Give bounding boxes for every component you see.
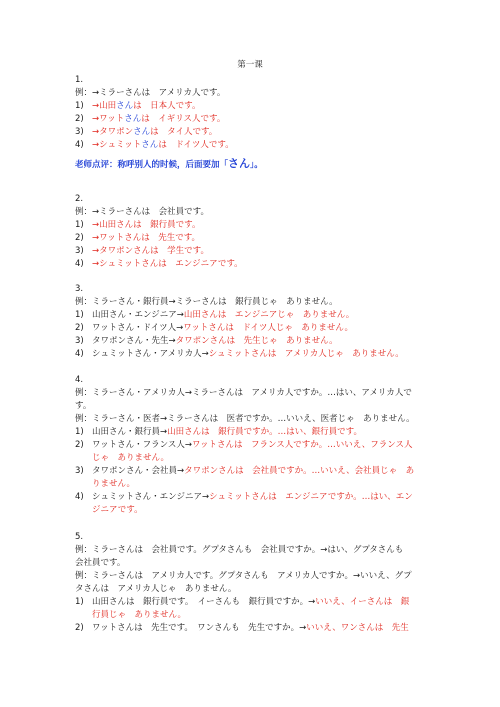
- section-3-item-1: [75, 310, 354, 321]
- item-number: 1): [75, 597, 84, 607]
- answer: ワットさんは フランス人ですか。…いいえ、フランス人: [191, 440, 413, 450]
- section-4-item-3-cont: [75, 479, 135, 490]
- item-number: 1): [75, 310, 84, 320]
- item-number: 3): [75, 127, 84, 137]
- note-highlight: さん: [228, 157, 251, 170]
- section-4-item-2-cont: [75, 453, 169, 464]
- item-number: 2): [75, 323, 84, 333]
- answer: いいえ、ワンさんは 先生: [306, 623, 409, 633]
- prompt: ワットさんは 先生です。 ワンさんも 先生ですか。→: [92, 623, 307, 633]
- section-3-item-3: [75, 336, 338, 347]
- name: 山田: [99, 101, 117, 111]
- item-number: 3): [75, 466, 84, 476]
- section-5-example-1: 例：ミラーさんは 会社員です。グプタさんも 会社員ですか。→はい、グプタさんも: [75, 545, 404, 555]
- answer-cont: 行員じゃ ありません。: [92, 610, 187, 620]
- arrow: →: [92, 140, 100, 150]
- item-number: 3): [75, 246, 84, 256]
- section-5-item-2: [75, 623, 409, 634]
- lesson-title: 第一课: [237, 60, 263, 70]
- section-2-item-2: [75, 233, 200, 244]
- prompt: 山田さん・エンジニア→: [92, 310, 184, 320]
- answer: →シュミットさんは エンジニアです。: [92, 259, 243, 269]
- sentence-rest: は 日本人です。: [133, 101, 201, 111]
- item-number: 1): [75, 220, 84, 230]
- answer: 山田さんは 銀行員ですか。…はい、銀行員です。: [167, 427, 362, 437]
- item-number: 2): [75, 623, 84, 633]
- answer-cont: ジニアです。: [92, 505, 143, 515]
- section-3-item-2: [75, 323, 353, 334]
- name: ワット: [99, 114, 125, 124]
- section-4-item-2: [75, 440, 413, 451]
- section-4-item-1: [75, 427, 362, 438]
- san-honorific: さん: [133, 127, 151, 137]
- arrow: →: [92, 114, 100, 124]
- section-5-example-1-cont: 会社員です。: [75, 558, 126, 568]
- item-number: 4): [75, 140, 84, 150]
- answer: →ワットさんは 先生です。: [92, 233, 201, 243]
- sentence-rest: は タイ人です。: [150, 127, 218, 137]
- san-honorific: さん: [141, 140, 159, 150]
- prompt: 山田さんは 銀行員です。 イーさんも 銀行員ですか。→: [92, 597, 316, 607]
- prompt: ワットさん・フランス人→: [92, 440, 192, 450]
- answer: いいえ、イーさんは 銀: [315, 597, 410, 607]
- arrow: →: [92, 101, 100, 111]
- answer: シュミットさんは エンジニアですか。…はい、エン: [209, 492, 413, 502]
- note-suffix: 」。: [250, 160, 263, 170]
- section-2-number: 2.: [75, 194, 84, 204]
- section-5-example-2-cont: タさんは アメリカ人じゃ ありません。: [75, 584, 237, 594]
- section-1-example: 例：→ミラーさんは アメリカ人です。: [75, 88, 226, 98]
- note-text: 老师点评：称呼别人的时候，后面要加「: [75, 160, 229, 170]
- item-number: 2): [75, 233, 84, 243]
- answer: →タワポンさんは 学生です。: [92, 246, 209, 256]
- item-number: 1): [75, 427, 84, 437]
- prompt: シュミットさん・エンジニア→: [92, 492, 210, 502]
- san-honorific: さん: [124, 114, 142, 124]
- section-4-item-4-cont: [75, 505, 143, 516]
- section-2-item-4: [75, 259, 243, 270]
- section-5-example-2: 例：ミラーさんは アメリカ人です。グプタさんも アメリカ人ですか。→いいえ、グプ: [75, 571, 412, 581]
- san-honorific: さん: [116, 101, 134, 111]
- section-4-number: 4.: [75, 375, 84, 385]
- item-number: 4): [75, 349, 84, 359]
- sentence-rest: は イギリス人です。: [141, 114, 226, 124]
- prompt: 山田さん・銀行員→: [92, 427, 168, 437]
- item-number: 1): [75, 101, 84, 111]
- answer-cont: じゃ ありません。: [92, 453, 170, 463]
- answer: シュミットさんは アメリカ人じゃ ありません。: [208, 349, 404, 359]
- prompt: タワポンさん・先生→: [92, 336, 176, 346]
- prompt: ワットさん・ドイツ人→: [92, 323, 184, 333]
- section-1-item-2: [75, 114, 225, 125]
- prompt: シュミットさん・アメリカ人→: [92, 349, 209, 359]
- section-2-example: 例：→ミラーさんは 会社員です。: [75, 207, 209, 217]
- section-1-number: 1.: [75, 75, 84, 85]
- name: タワポン: [99, 127, 134, 137]
- section-4-example-2: 例：ミラーさん・医者→ミラーさんは 医者ですか。…いいえ、医者じゃ ありません。: [75, 414, 415, 424]
- section-5-item-1: [75, 597, 409, 608]
- section-2-item-3: [75, 246, 209, 257]
- answer: タワポンさんは 会社員ですか。…いいえ、会社員じゃ あ: [184, 466, 415, 476]
- section-3-item-4: [75, 349, 404, 360]
- section-3-example: 例：ミラーさん・銀行員→ミラーさんは 銀行員じゃ ありません。: [75, 297, 338, 307]
- teacher-note: [75, 158, 263, 171]
- answer: 山田さんは エンジニアじゃ ありません。: [183, 310, 355, 320]
- sentence-rest: は ドイツ人です。: [158, 140, 234, 150]
- item-number: 2): [75, 440, 84, 450]
- section-5-item-1-cont: [75, 610, 186, 621]
- answer: ワットさんは ドイツ人じゃ ありません。: [183, 323, 353, 333]
- section-4-example-1: 例：ミラーさん・アメリカ人→ミラーさんは アメリカ人ですか。…はい、アメリカ人で: [75, 388, 412, 398]
- prompt: タワポンさん・会社員→: [92, 466, 185, 476]
- section-4-example-1-cont: す。: [75, 401, 92, 411]
- answer: タワポンさんは 先生じゃ ありません。: [175, 336, 338, 346]
- section-5-number: 5.: [75, 532, 84, 542]
- item-number: 4): [75, 259, 84, 269]
- section-2-item-1: [75, 220, 200, 231]
- item-number: 4): [75, 492, 84, 502]
- item-number: 2): [75, 114, 84, 124]
- answer-cont: りません。: [92, 479, 136, 489]
- item-number: 3): [75, 336, 84, 346]
- section-4-item-3: [75, 466, 414, 477]
- section-3-number: 3.: [75, 284, 84, 294]
- section-4-item-4: [75, 492, 413, 503]
- answer: →山田さんは 銀行員です。: [92, 220, 201, 230]
- section-1-item-4: [75, 140, 234, 151]
- arrow: →: [92, 127, 100, 137]
- section-1-item-3: [75, 127, 217, 138]
- name: シュミット: [99, 140, 142, 150]
- section-1-item-1: [75, 101, 200, 112]
